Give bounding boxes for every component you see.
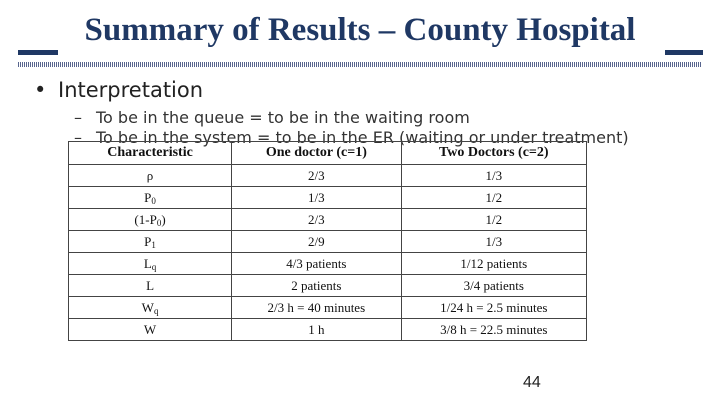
header-one-doctor: One doctor (c=1) (232, 142, 402, 165)
results-table (68, 141, 587, 341)
value-two-doctors: 1/2 (401, 209, 586, 231)
table-row (69, 165, 587, 187)
title-divider (18, 62, 702, 67)
row-label: $(1-P_0)$ (69, 209, 232, 231)
bullet-text: Interpretation (58, 78, 204, 102)
row-label: $L_q$ (69, 253, 232, 275)
page-number: 44 (523, 374, 541, 391)
header-two-doctors: Two Doctors (c=2) (401, 142, 586, 165)
table-row (69, 297, 587, 319)
value-two-doctors: 1/12 patients (401, 253, 586, 275)
value-one-doctor: 1/3 (232, 187, 402, 209)
bullet-point (34, 78, 203, 102)
table-row (69, 275, 587, 297)
subpoint-text: To be in the system = to be in the ER (waiting or under treatment) (96, 128, 629, 147)
row-label: ρ (69, 165, 232, 187)
subpoint-text: To be in the queue = to be in the waiting room (96, 108, 470, 127)
slide-title: Summary of Results – County Hospital (84, 12, 636, 48)
row-label: L (69, 275, 232, 297)
table-row (69, 187, 587, 209)
value-two-doctors: 1/3 (401, 165, 586, 187)
value-one-doctor: 2/3 (232, 165, 402, 187)
value-one-doctor: 2/9 (232, 231, 402, 253)
table-row (69, 209, 587, 231)
table-row (69, 231, 587, 253)
table-header-row (69, 142, 587, 165)
row-label: $W_q$ (69, 297, 232, 319)
title-rule-right (665, 50, 703, 55)
bullet-icon: • (34, 78, 47, 102)
table-row (69, 253, 587, 275)
row-label: $P_1$ (69, 231, 232, 253)
value-two-doctors: 3/8 h = 22.5 minutes (401, 319, 586, 341)
subpoint-queue (74, 108, 470, 127)
dash-icon: – (74, 128, 82, 147)
value-one-doctor: 2/3 (232, 209, 402, 231)
row-label: W (69, 319, 232, 341)
value-two-doctors: 3/4 patients (401, 275, 586, 297)
value-two-doctors: 1/3 (401, 231, 586, 253)
value-one-doctor: 1 h (232, 319, 402, 341)
header-characteristic: Characteristic (69, 142, 232, 165)
value-two-doctors: 1/24 h = 2.5 minutes (401, 297, 586, 319)
table-row (69, 319, 587, 341)
value-one-doctor: 2 patients (232, 275, 402, 297)
value-one-doctor: 2/3 h = 40 minutes (232, 297, 402, 319)
title-rule-left (18, 50, 58, 55)
value-one-doctor: 4/3 patients (232, 253, 402, 275)
value-two-doctors: 1/2 (401, 187, 586, 209)
dash-icon: – (74, 108, 82, 127)
row-label: $P_0$ (69, 187, 232, 209)
